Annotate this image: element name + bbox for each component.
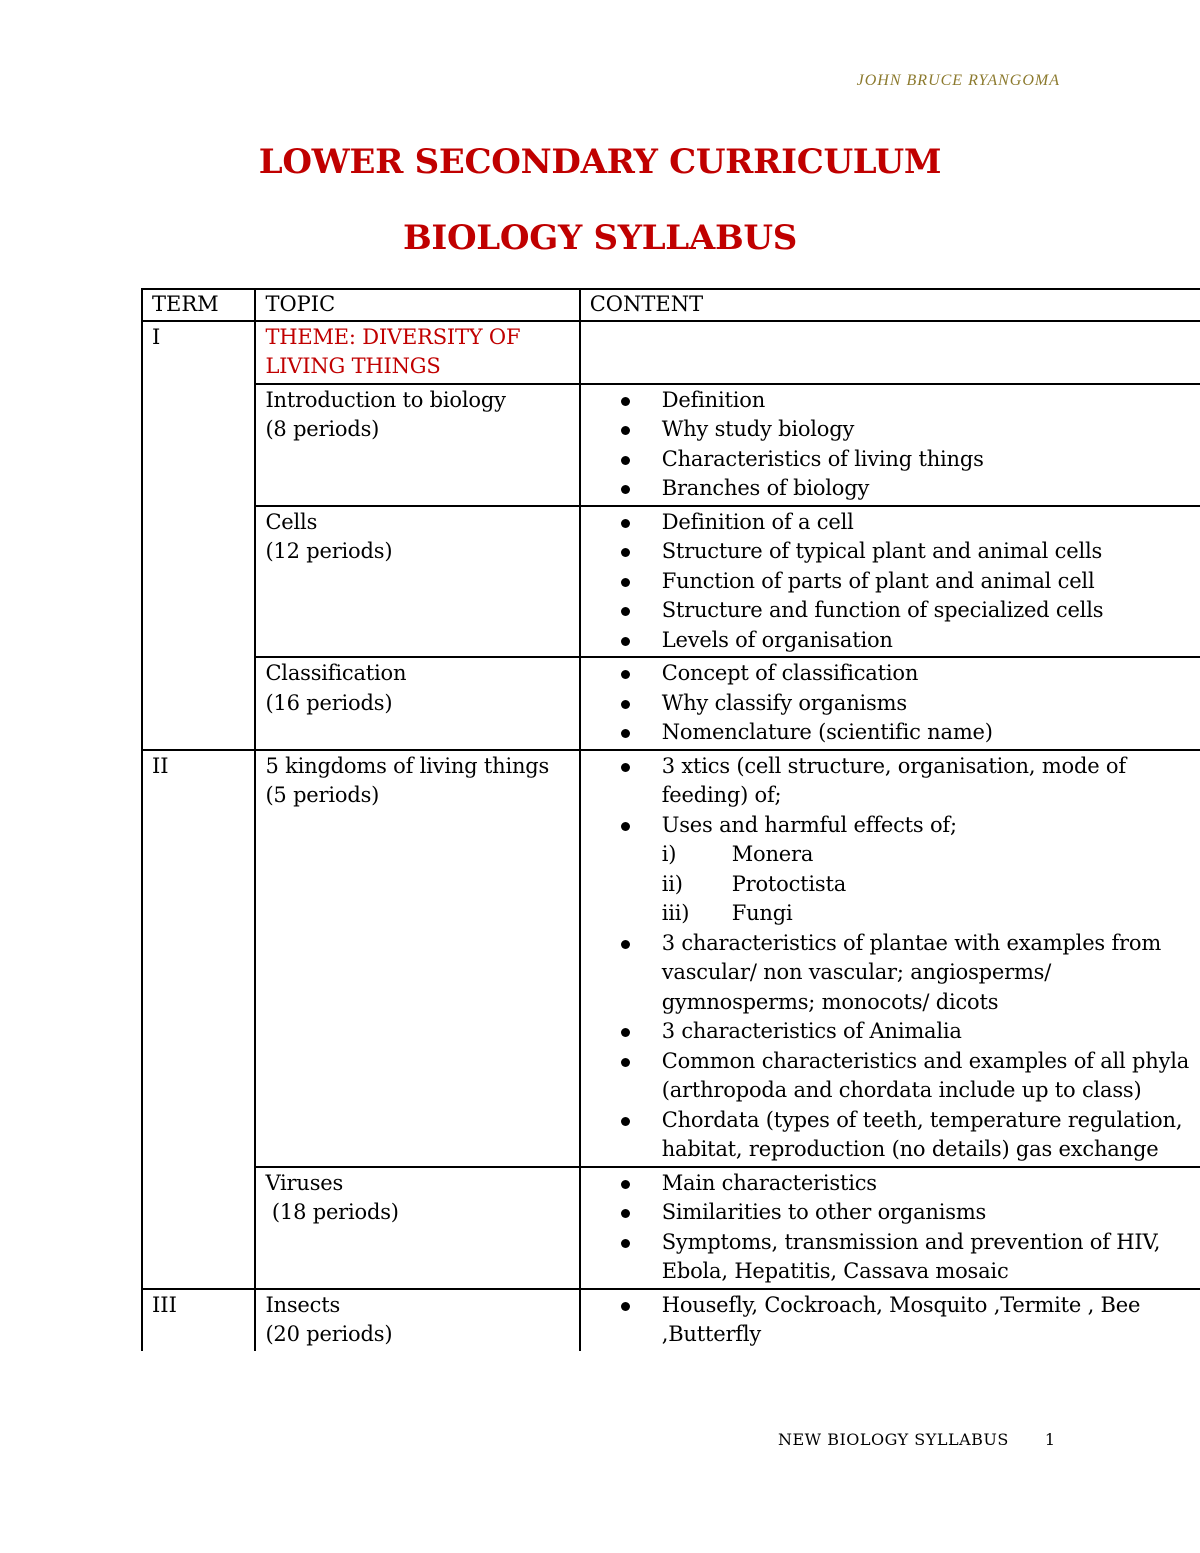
sub-list-item: ii) Protoctista — [661, 871, 847, 896]
list-item: Uses and harmful effects of; i) Monera ii) Protoctista iii) Fungi — [621, 811, 1200, 929]
table-row — [142, 1289, 1200, 1351]
content-cell — [580, 384, 1200, 506]
list-item: Similarities to other organisms — [621, 1198, 1200, 1228]
theme-cell: THEME: DIVERSITY OF LIVING THINGS — [255, 321, 579, 384]
bullet-icon — [621, 548, 630, 557]
bullet-icon — [621, 670, 630, 679]
page-footer — [778, 1430, 1056, 1449]
content-cell — [580, 750, 1200, 1167]
list-item: Nomenclature (scientific name) — [621, 718, 1200, 748]
empty-content-cell — [580, 321, 1200, 384]
list-item: Branches of biology — [621, 474, 1200, 504]
header-content: CONTENT — [580, 289, 1200, 321]
bullet-icon — [621, 1180, 630, 1189]
table-row — [142, 384, 1200, 506]
table-row — [142, 750, 1200, 1167]
bullet-icon — [621, 940, 630, 949]
topic-cell — [255, 750, 579, 1167]
bullet-icon — [621, 1209, 630, 1218]
list-item: Housefly, Cockroach, Mosquito ,Termite , Bee ,Butterfly — [621, 1291, 1200, 1350]
list-item: 3 characteristics of Animalia — [621, 1017, 1200, 1047]
topic-cell — [255, 384, 579, 506]
bullet-icon — [621, 1028, 630, 1037]
topic-periods: (18 periods) — [265, 1200, 399, 1224]
topic-name: Classification — [265, 661, 407, 685]
list-item: Concept of classification — [621, 659, 1200, 689]
topic-periods: (5 periods) — [265, 783, 380, 807]
table-row — [142, 321, 1200, 384]
bullet-icon — [621, 426, 630, 435]
list-item: Function of parts of plant and animal cell — [621, 567, 1200, 597]
topic-name: 5 kingdoms of living things — [265, 753, 550, 778]
content-cell — [580, 506, 1200, 658]
curriculum-title: LOWER SECONDARY CURRICULUM — [258, 142, 942, 182]
topic-periods: (12 periods) — [265, 539, 393, 563]
table-row — [142, 1167, 1200, 1289]
topic-cell — [255, 1167, 579, 1289]
term-cell: I — [142, 321, 255, 750]
list-item: Symptoms, transmission and prevention of HIV, Ebola, Hepatitis, Cassava mosaic — [621, 1228, 1200, 1287]
bullet-icon — [621, 607, 630, 616]
bullet-icon — [621, 456, 630, 465]
bullet-icon — [621, 1239, 630, 1248]
topic-periods: (16 periods) — [265, 690, 393, 715]
list-item: Characteristics of living things — [621, 445, 1200, 475]
list-item: Main characteristics — [621, 1169, 1200, 1199]
list-item: Structure of typical plant and animal cells — [621, 537, 1200, 567]
list-item: Structure and function of specialized cells — [621, 596, 1200, 626]
topic-cell — [255, 1289, 579, 1351]
bullet-icon — [621, 700, 630, 709]
bullet-icon — [621, 1302, 630, 1311]
topic-name: Cells — [265, 509, 318, 534]
list-item: 3 characteristics of plantae with examples from vascular/ non vascular; angiosperms/ gymnosperms; monocots/ dicots — [621, 929, 1200, 1018]
header-term: TERM — [142, 289, 255, 321]
syllabus-title: BIOLOGY SYLLABUS — [402, 218, 798, 258]
content-cell — [580, 657, 1200, 750]
table-row — [142, 506, 1200, 658]
topic-periods: (20 periods) — [265, 1322, 393, 1346]
list-item: Why study biology — [621, 415, 1200, 445]
bullet-icon — [621, 1058, 630, 1067]
bullet-icon — [621, 822, 630, 831]
list-item: Why classify organisms — [621, 689, 1200, 719]
kingdom-sublist — [662, 840, 1200, 929]
term-cell: II — [142, 750, 255, 1289]
content-cell — [580, 1289, 1200, 1351]
topic-name: Insects — [265, 1292, 341, 1317]
topic-cell — [255, 506, 579, 658]
footer-label: NEW BIOLOGY SYLLABUS — [778, 1430, 1009, 1449]
bullet-icon — [621, 637, 630, 646]
term-cell: III — [142, 1289, 255, 1351]
list-item: Chordata (types of teeth, temperature regulation, habitat, reproduction (no details) gas exchange — [621, 1106, 1200, 1165]
bullet-icon — [621, 485, 630, 494]
bullet-icon — [621, 729, 630, 738]
sub-list-item: i) Monera — [661, 842, 814, 866]
syllabus-table — [141, 288, 1200, 1351]
topic-cell — [255, 657, 579, 750]
list-item: Common characteristics and examples of all phyla (arthropoda and chordata include up to class) — [621, 1047, 1200, 1106]
bullet-icon — [621, 1117, 630, 1126]
bullet-icon — [621, 578, 630, 587]
bullet-icon — [621, 519, 630, 528]
page-number: 1 — [1044, 1430, 1056, 1449]
bullet-icon — [621, 397, 630, 406]
bullet-icon — [621, 763, 630, 772]
table-header-row — [142, 289, 1200, 321]
list-item: Definition — [621, 386, 1200, 416]
content-cell — [580, 1167, 1200, 1289]
list-item: Definition of a cell — [621, 508, 1200, 538]
table-row — [142, 657, 1200, 750]
topic-name: Viruses — [265, 1170, 344, 1195]
list-item: Levels of organisation — [621, 626, 1200, 656]
author-name: JOHN BRUCE RYANGOMA — [856, 72, 1060, 89]
list-item: 3 xtics (cell structure, organisation, mode of feeding) of; — [621, 752, 1200, 811]
topic-name: Introduction to biology — [265, 387, 506, 412]
sub-list-item: iii) Fungi — [661, 901, 793, 925]
topic-periods: (8 periods) — [265, 417, 380, 441]
header-topic: TOPIC — [255, 289, 579, 321]
